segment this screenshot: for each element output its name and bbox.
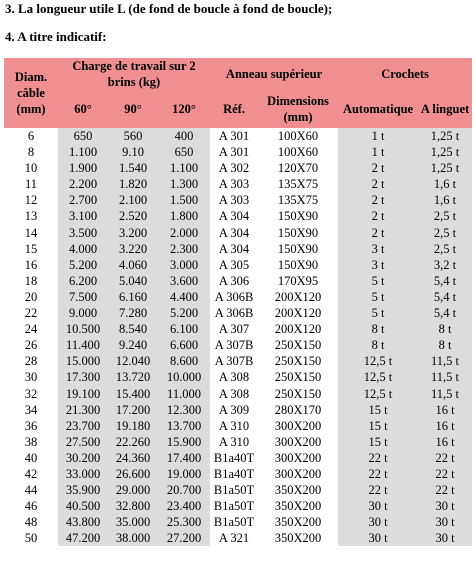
cell-60: 21.300 [58, 402, 108, 418]
cell-90: 13.720 [108, 369, 158, 385]
cell-linguet: 22 t [418, 450, 472, 466]
header-ref: Réf. [210, 90, 258, 128]
cell-ref: B1a50T [213, 483, 255, 498]
cell-120: 4.400 [158, 289, 210, 305]
cell-60: 2.200 [58, 176, 108, 192]
cell-60: 7.500 [58, 289, 108, 305]
cell-linguet: 5,4 t [418, 273, 472, 289]
cell-automatique: 2 t [338, 160, 418, 176]
table-body [4, 128, 472, 546]
table-row [4, 353, 472, 369]
cell-dimensions: 350X200 [274, 499, 322, 514]
table-row [4, 305, 472, 321]
table-row [4, 144, 472, 160]
cell-linguet: 5,4 t [418, 289, 472, 305]
cell-dimensions: 100X60 [277, 145, 319, 160]
cell-diam: 14 [24, 225, 38, 240]
cell-60: 3.100 [58, 208, 108, 224]
cell-ref: A 301 [218, 129, 250, 143]
cell-120: 3.600 [158, 273, 210, 289]
cell-linguet: 1,6 t [418, 176, 472, 192]
cell-ref: B1a40T [213, 450, 255, 465]
table-row [4, 160, 472, 176]
cell-120: 6.100 [158, 321, 210, 337]
cell-120: 1.100 [158, 160, 210, 176]
cell-diam: 16 [24, 257, 38, 272]
cell-automatique: 12,5 t [338, 369, 418, 385]
cell-automatique: 12,5 t [338, 353, 418, 369]
header-charge: Charge de travail sur 2 brins (kg) [58, 58, 210, 90]
cell-linguet: 22 t [418, 466, 472, 482]
cell-dimensions: 150X90 [277, 257, 319, 272]
cell-automatique: 22 t [338, 482, 418, 498]
cell-90: 12.040 [108, 353, 158, 369]
cell-90: 19.180 [108, 418, 158, 434]
cell-linguet: 3,2 t [418, 257, 472, 273]
table-row [4, 514, 472, 530]
cell-diam: 30 [24, 370, 38, 385]
cell-linguet: 11,5 t [418, 386, 472, 402]
cell-diam: 10 [24, 161, 38, 176]
cell-ref: B1a50T [213, 499, 255, 514]
cell-automatique: 30 t [338, 530, 418, 546]
cell-automatique: 15 t [338, 402, 418, 418]
table-row [4, 192, 472, 208]
cell-90: 26.600 [108, 466, 158, 482]
cell-90: 24.360 [108, 450, 158, 466]
cell-ref: A 304 [218, 241, 250, 256]
cell-ref: A 302 [218, 161, 250, 176]
header-crochets: Crochets [338, 58, 472, 90]
cell-diam: 13 [24, 209, 38, 224]
cell-120: 650 [158, 144, 210, 160]
cell-90: 2.520 [108, 208, 158, 224]
cell-linguet: 30 t [418, 530, 472, 546]
cell-60: 43.800 [58, 514, 108, 530]
cell-120: 12.300 [158, 402, 210, 418]
cell-linguet: 30 t [418, 514, 472, 530]
cell-90: 1.540 [108, 160, 158, 176]
cell-diam: 48 [24, 515, 38, 530]
cell-diam: 38 [24, 434, 38, 449]
cell-120: 15.900 [158, 434, 210, 450]
cell-ref: A 307B [214, 338, 254, 353]
cell-120: 2.300 [158, 241, 210, 257]
cell-60: 5.200 [58, 257, 108, 273]
cell-60: 1.100 [58, 144, 108, 160]
cell-60: 11.400 [58, 337, 108, 353]
cell-dimensions: 250X150 [274, 370, 322, 385]
cell-diam: 32 [24, 386, 38, 401]
cell-120: 1.800 [158, 208, 210, 224]
cell-linguet: 11,5 t [418, 369, 472, 385]
cell-ref: A 310 [218, 418, 250, 433]
cell-linguet: 1,6 t [418, 192, 472, 208]
cell-ref: A 304 [218, 209, 250, 224]
cell-linguet: 2,5 t [418, 208, 472, 224]
cell-dimensions: 135X75 [277, 177, 319, 192]
cell-linguet: 2,5 t [418, 225, 472, 241]
cell-60: 35.900 [58, 482, 108, 498]
cell-dimensions: 200X120 [274, 289, 322, 304]
cell-60: 30.200 [58, 450, 108, 466]
cell-automatique: 2 t [338, 208, 418, 224]
cell-dimensions: 280X170 [274, 402, 322, 417]
cell-dimensions: 300X200 [274, 466, 322, 481]
cell-diam: 46 [24, 499, 38, 514]
cell-dimensions: 170X95 [277, 273, 319, 288]
cell-diam: 44 [24, 483, 38, 498]
cell-diam: 8 [27, 145, 35, 160]
cell-90: 32.800 [108, 498, 158, 514]
cell-90: 29.000 [108, 482, 158, 498]
section-4-heading: 4. A titre indicatif: [5, 29, 107, 44]
cell-60: 3.500 [58, 225, 108, 241]
header-automatique: Automatique [338, 90, 418, 128]
cell-dimensions: 135X75 [277, 193, 319, 208]
cell-linguet: 8 t [418, 321, 472, 337]
table-row [4, 498, 472, 514]
table-row [4, 450, 472, 466]
cell-automatique: 5 t [338, 289, 418, 305]
cell-60: 47.200 [58, 530, 108, 546]
cell-automatique: 12,5 t [338, 386, 418, 402]
cell-60: 15.000 [58, 353, 108, 369]
cell-diam: 28 [24, 354, 38, 369]
cell-dimensions: 250X150 [274, 338, 322, 353]
cell-dimensions: 150X90 [277, 225, 319, 240]
table-row [4, 321, 472, 337]
table-row [4, 241, 472, 257]
cell-dimensions: 350X200 [274, 515, 322, 530]
header-dimensions: Dimensions (mm) [258, 90, 338, 128]
table-row [4, 176, 472, 192]
cell-diam: 22 [24, 306, 38, 321]
cell-120: 20.700 [158, 482, 210, 498]
header-diam: Diam. câble (mm) [4, 58, 58, 128]
cell-ref: A 310 [218, 434, 250, 449]
table-row [4, 337, 472, 353]
cell-dimensions: 300X200 [274, 434, 322, 449]
cell-ref: A 308 [218, 370, 250, 385]
cell-90: 6.160 [108, 289, 158, 305]
cell-diam: 18 [24, 273, 38, 288]
header-60: 60° [58, 90, 108, 128]
table-row [4, 434, 472, 450]
cell-90: 9.10 [108, 144, 158, 160]
cell-90: 17.200 [108, 402, 158, 418]
cell-diam: 34 [24, 402, 38, 417]
cell-automatique: 3 t [338, 257, 418, 273]
cell-dimensions: 300X200 [274, 418, 322, 433]
cell-automatique: 5 t [338, 305, 418, 321]
cell-90: 3.200 [108, 225, 158, 241]
cell-90: 8.540 [108, 321, 158, 337]
table-row [4, 257, 472, 273]
cell-60: 1.900 [58, 160, 108, 176]
cell-120: 17.400 [158, 450, 210, 466]
cell-90: 5.040 [108, 273, 158, 289]
cell-diam: 24 [24, 322, 38, 337]
cell-60: 40.500 [58, 498, 108, 514]
cell-ref: A 303 [218, 193, 250, 208]
cell-dimensions: 200X120 [274, 306, 322, 321]
cell-90: 4.060 [108, 257, 158, 273]
cell-linguet: 1,25 t [418, 160, 472, 176]
cable-specs-table [4, 58, 472, 546]
cell-60: 19.100 [58, 386, 108, 402]
cell-automatique: 2 t [338, 176, 418, 192]
cell-ref: A 321 [218, 531, 250, 546]
cell-automatique: 1 t [338, 144, 418, 160]
cell-diam: 50 [24, 531, 38, 546]
cell-automatique: 15 t [338, 434, 418, 450]
cell-ref: A 304 [218, 225, 250, 240]
section-3-heading: 3. La longueur utile L (de fond de boucle à fond de boucle); [5, 1, 333, 16]
table-row [4, 225, 472, 241]
cell-ref: A 306B [214, 306, 254, 321]
cell-automatique: 8 t [338, 321, 418, 337]
cell-ref: A 309 [218, 402, 250, 417]
cell-diam: 12 [24, 193, 38, 208]
cell-60: 10.500 [58, 321, 108, 337]
table-row [4, 530, 472, 546]
cell-90: 7.280 [108, 305, 158, 321]
table-row [4, 128, 472, 144]
cell-dimensions: 350X200 [274, 531, 322, 546]
cell-90: 15.400 [108, 386, 158, 402]
cell-120: 5.200 [158, 305, 210, 321]
cell-60: 17.300 [58, 369, 108, 385]
cell-automatique: 3 t [338, 241, 418, 257]
table-row [4, 386, 472, 402]
cell-ref: A 306 [218, 273, 250, 288]
cell-automatique: 22 t [338, 450, 418, 466]
cell-linguet: 22 t [418, 482, 472, 498]
cell-dimensions: 350X200 [274, 483, 322, 498]
cell-120: 400 [158, 128, 210, 144]
cell-120: 6.600 [158, 337, 210, 353]
cell-120: 8.600 [158, 353, 210, 369]
header-linguet: A linguet [418, 90, 472, 128]
table-row [4, 418, 472, 434]
cell-linguet: 11,5 t [418, 353, 472, 369]
cell-dimensions: 150X90 [277, 209, 319, 224]
cell-automatique: 22 t [338, 466, 418, 482]
cell-automatique: 8 t [338, 337, 418, 353]
cell-automatique: 30 t [338, 514, 418, 530]
cell-60: 23.700 [58, 418, 108, 434]
cell-automatique: 2 t [338, 225, 418, 241]
cell-linguet: 1,25 t [418, 144, 472, 160]
table-row [4, 482, 472, 498]
cell-60: 2.700 [58, 192, 108, 208]
table-row [4, 402, 472, 418]
cell-diam: 11 [24, 177, 38, 192]
cell-ref: A 303 [218, 177, 250, 192]
cell-90: 38.000 [108, 530, 158, 546]
cell-120: 19.000 [158, 466, 210, 482]
cell-90: 1.820 [108, 176, 158, 192]
cell-linguet: 5,4 t [418, 305, 472, 321]
table-row [4, 466, 472, 482]
header-120: 120° [158, 90, 210, 128]
cell-60: 4.000 [58, 241, 108, 257]
cell-90: 3.220 [108, 241, 158, 257]
cell-60: 650 [58, 128, 108, 144]
cell-linguet: 8 t [418, 337, 472, 353]
cell-linguet: 2,5 t [418, 241, 472, 257]
cell-dimensions: 300X200 [274, 450, 322, 465]
cell-diam: 6 [27, 129, 35, 143]
cell-90: 9.240 [108, 337, 158, 353]
cell-automatique: 15 t [338, 418, 418, 434]
cell-120: 10.000 [158, 369, 210, 385]
cell-120: 3.000 [158, 257, 210, 273]
table-row [4, 208, 472, 224]
cell-automatique: 5 t [338, 273, 418, 289]
cell-diam: 26 [24, 338, 38, 353]
cell-60: 6.200 [58, 273, 108, 289]
cell-90: 560 [108, 128, 158, 144]
cell-dimensions: 200X120 [274, 322, 322, 337]
cell-ref: A 301 [218, 145, 250, 160]
cell-linguet: 16 t [418, 434, 472, 450]
table-row [4, 289, 472, 305]
cell-ref: A 306B [214, 289, 254, 304]
cell-diam: 36 [24, 418, 38, 433]
cell-automatique: 2 t [338, 192, 418, 208]
cell-ref: A 307 [218, 322, 250, 337]
cell-dimensions: 150X90 [277, 241, 319, 256]
cell-ref: A 308 [218, 386, 250, 401]
cell-linguet: 30 t [418, 498, 472, 514]
cell-automatique: 30 t [338, 498, 418, 514]
cell-120: 1.500 [158, 192, 210, 208]
cell-dimensions: 100X60 [277, 129, 319, 143]
cell-diam: 40 [24, 450, 38, 465]
cell-diam: 15 [24, 241, 38, 256]
table-row [4, 369, 472, 385]
cell-120: 25.300 [158, 514, 210, 530]
cell-dimensions: 250X150 [274, 386, 322, 401]
cell-60: 33.000 [58, 466, 108, 482]
cell-90: 22.260 [108, 434, 158, 450]
cell-automatique: 1 t [338, 128, 418, 144]
cell-linguet: 16 t [418, 418, 472, 434]
cell-120: 1.300 [158, 176, 210, 192]
cell-diam: 42 [24, 466, 38, 481]
cell-ref: B1a50T [213, 515, 255, 530]
cell-linguet: 1,25 t [418, 128, 472, 144]
cell-dimensions: 250X150 [274, 354, 322, 369]
cell-ref: A 307B [214, 354, 254, 369]
header-90: 90° [108, 90, 158, 128]
cell-dimensions: 120X70 [277, 161, 319, 176]
cell-ref: B1a40T [213, 466, 255, 481]
cell-90: 35.000 [108, 514, 158, 530]
table-row [4, 273, 472, 289]
cell-120: 27.200 [158, 530, 210, 546]
cell-120: 13.700 [158, 418, 210, 434]
cell-90: 2.100 [108, 192, 158, 208]
cell-60: 27.500 [58, 434, 108, 450]
cell-ref: A 305 [218, 257, 250, 272]
cell-linguet: 16 t [418, 402, 472, 418]
header-anneau: Anneau supérieur [210, 58, 338, 90]
cell-diam: 20 [24, 289, 38, 304]
cell-120: 2.000 [158, 225, 210, 241]
cell-120: 11.000 [158, 386, 210, 402]
cell-60: 9.000 [58, 305, 108, 321]
cell-120: 23.400 [158, 498, 210, 514]
